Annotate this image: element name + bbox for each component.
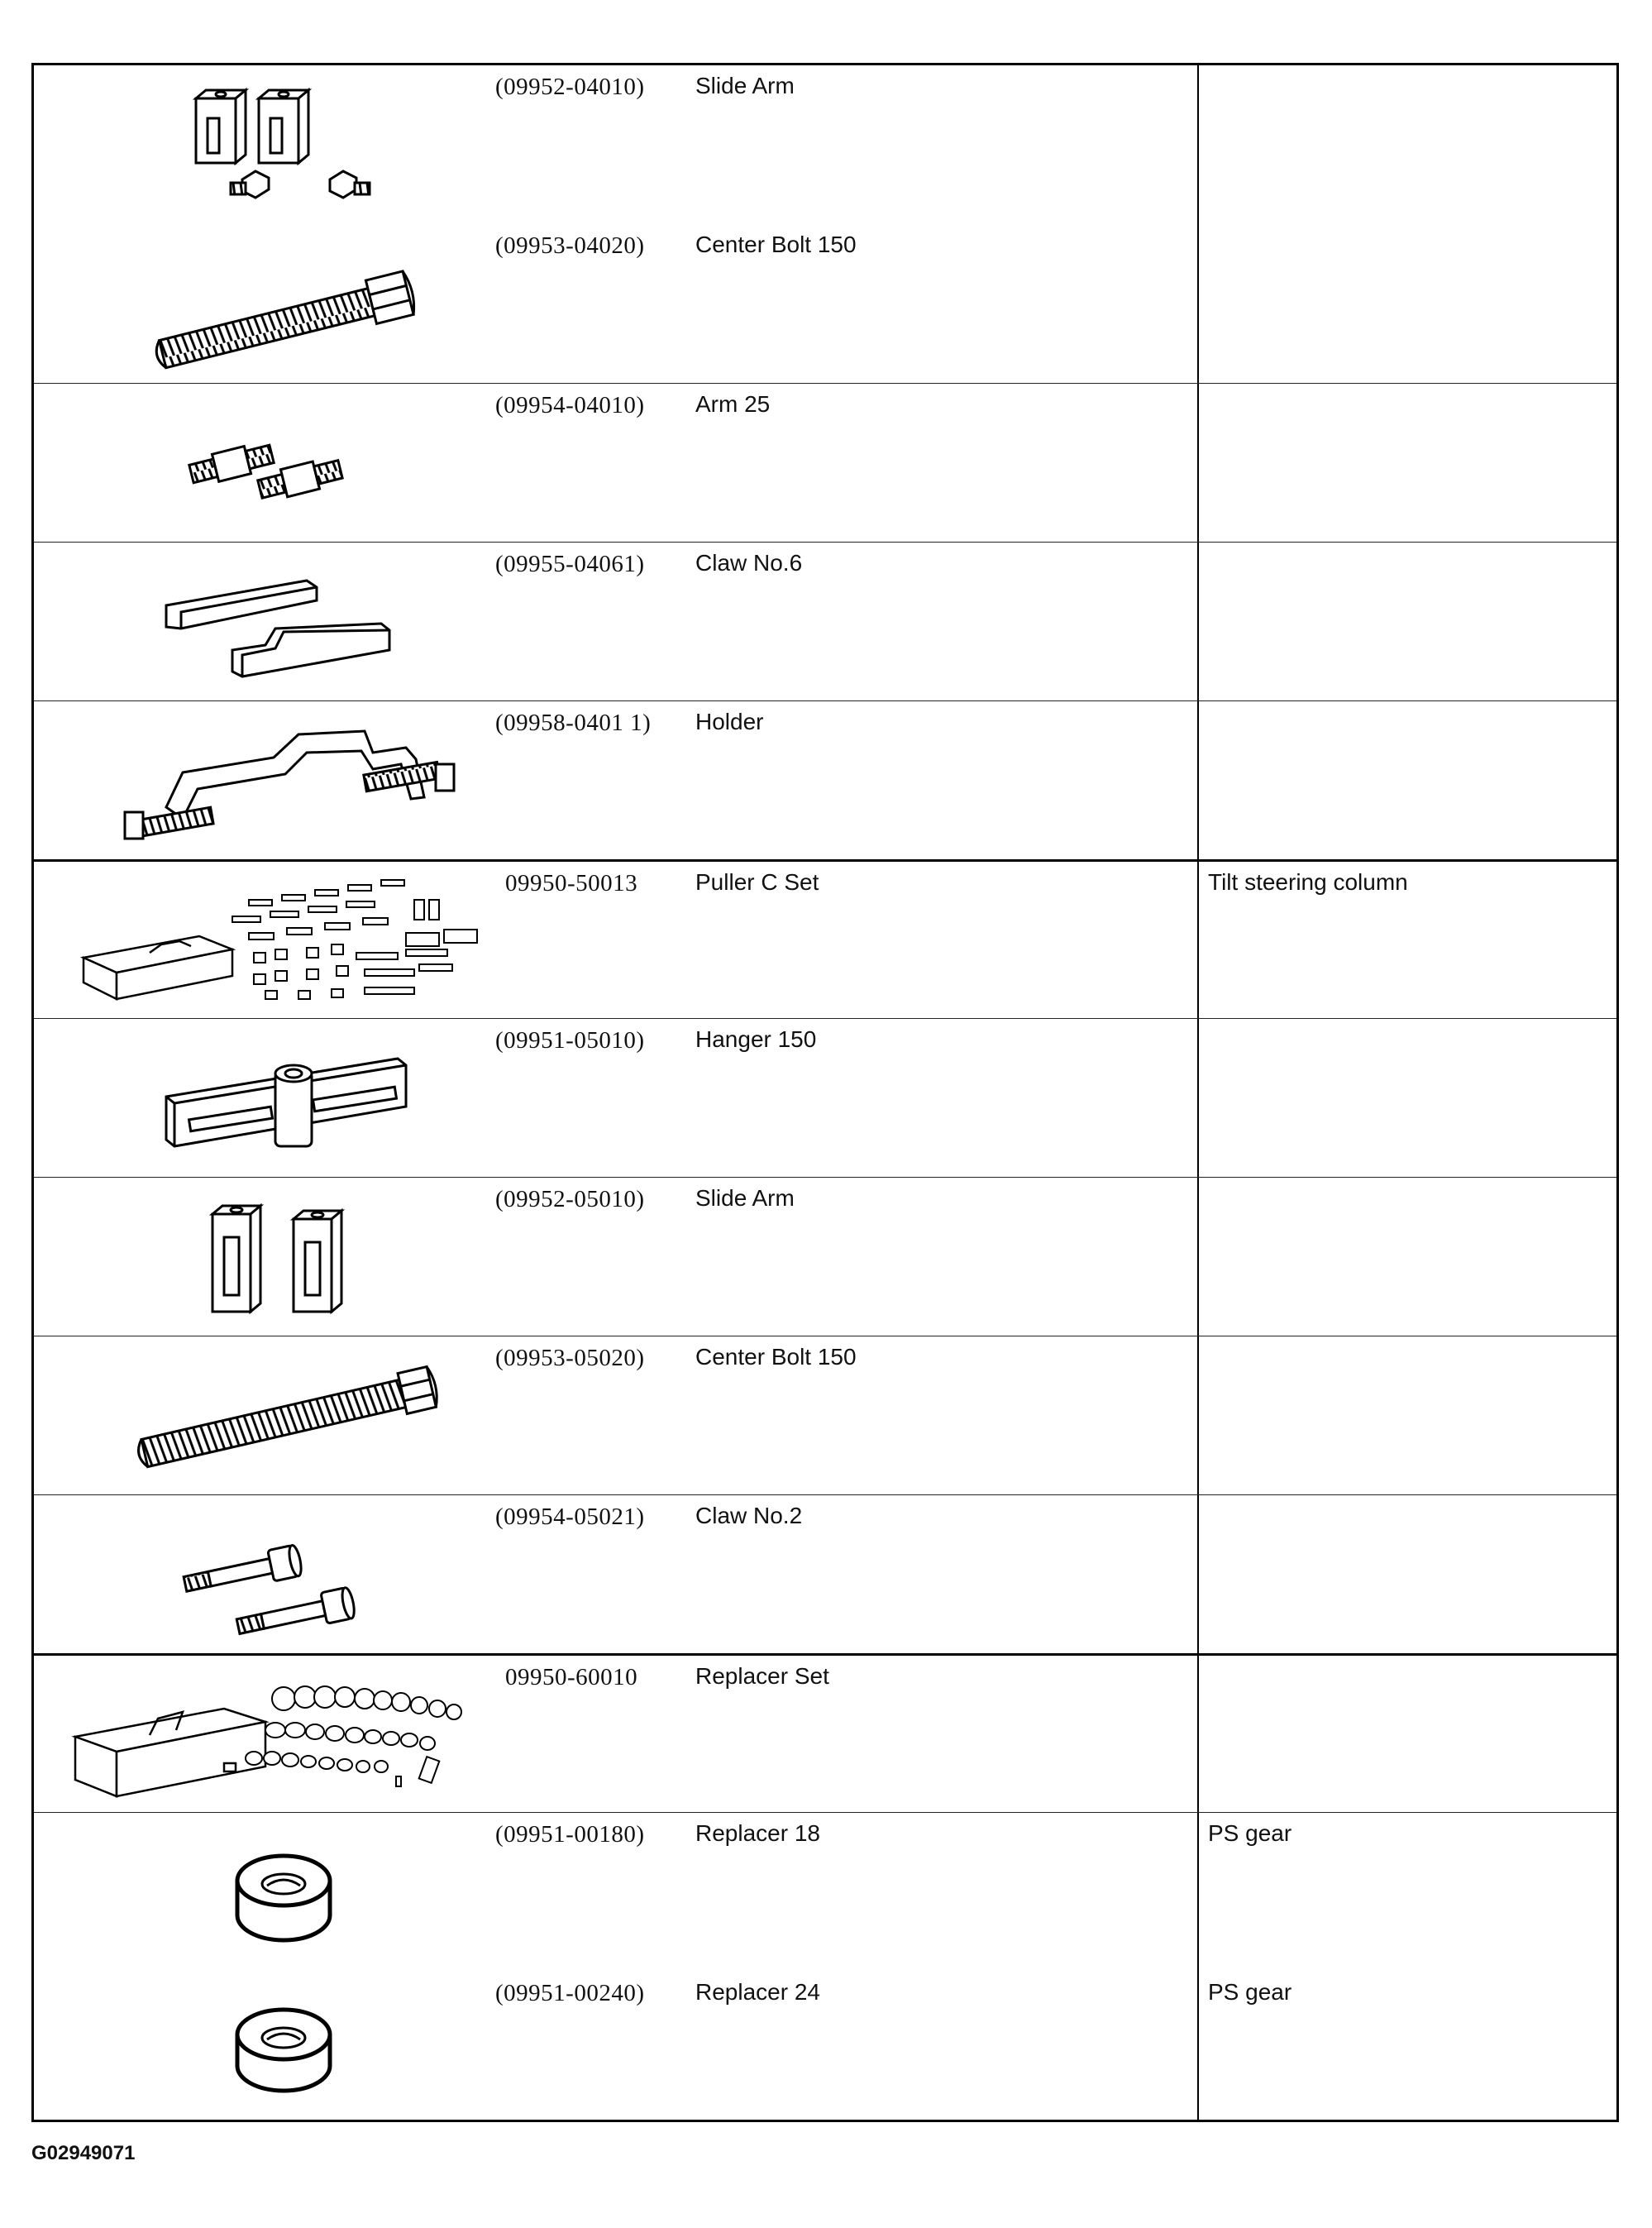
part-note: PS gear xyxy=(1208,1820,1292,1846)
tool-entry xyxy=(34,701,1197,860)
table-row xyxy=(34,1336,1616,1494)
part-code: 09950-50013 xyxy=(505,870,638,896)
replacer-set-case-icon xyxy=(59,1661,489,1810)
tool-entry xyxy=(34,384,1197,543)
hanger-icon xyxy=(59,1024,489,1173)
part-name: Replacer 24 xyxy=(695,1979,820,2005)
part-name: Claw No.6 xyxy=(695,550,803,576)
replacer-ring-icon xyxy=(59,1977,489,2125)
table-row xyxy=(34,1177,1616,1336)
puller-set-case-icon xyxy=(59,867,489,1016)
part-code: (09954-04010) xyxy=(495,392,645,418)
table-row xyxy=(34,65,1616,383)
table-row xyxy=(34,542,1616,700)
tool-entry xyxy=(34,1656,1197,1814)
table-row xyxy=(34,383,1616,542)
slide-arm-pair-icon xyxy=(59,1183,489,1332)
part-code: (09952-04010) xyxy=(495,74,645,100)
arm-pair-icon xyxy=(59,389,489,538)
table-row xyxy=(34,700,1616,859)
figure-id: G02949071 xyxy=(31,2142,136,2164)
table-row xyxy=(34,1494,1616,1653)
part-name: Replacer 18 xyxy=(695,1820,820,1846)
tool-entry xyxy=(34,1972,1292,2130)
claw-pair-icon xyxy=(59,547,489,696)
part-code: (09953-05020) xyxy=(495,1345,645,1371)
tool-entry xyxy=(34,543,1197,701)
part-code: (09958-0401 1) xyxy=(495,710,652,736)
claw-bolt-pair-icon xyxy=(59,1500,489,1649)
part-code: (09951-00180) xyxy=(495,1821,645,1848)
part-code: (09952-05010) xyxy=(495,1186,645,1212)
center-bolt-long-icon xyxy=(59,1341,489,1490)
tool-entry xyxy=(34,1495,1197,1654)
tool-entry xyxy=(34,1178,1197,1336)
tool-entry xyxy=(34,1336,1197,1495)
table-row xyxy=(34,1018,1616,1177)
part-name: Replacer Set xyxy=(695,1663,829,1689)
part-name: Arm 25 xyxy=(695,391,771,417)
table-row xyxy=(34,859,1616,1018)
tool-entry xyxy=(34,1019,1197,1178)
part-code: (09951-05010) xyxy=(495,1027,645,1054)
part-name: Center Bolt 150 xyxy=(695,1344,857,1370)
part-name: Slide Arm xyxy=(695,73,795,98)
part-code: (09955-04061) xyxy=(495,551,645,577)
center-bolt-icon xyxy=(59,229,489,378)
part-name: Holder xyxy=(695,709,764,734)
part-code: (09953-04020) xyxy=(495,232,645,259)
part-name: Puller C Set xyxy=(695,869,819,895)
tool-entry xyxy=(34,862,1408,1021)
part-name: Center Bolt 150 xyxy=(695,232,857,257)
part-code: 09950-60010 xyxy=(505,1664,638,1690)
tool-entry xyxy=(34,1813,1292,1972)
part-note: PS gear xyxy=(1208,1979,1292,2005)
tool-entry xyxy=(34,224,1197,383)
replacer-ring-icon xyxy=(59,1818,489,1967)
table-row xyxy=(34,1812,1616,2122)
special-tools-table xyxy=(31,63,1619,2122)
part-note: Tilt steering column xyxy=(1208,869,1408,895)
part-name: Claw No.2 xyxy=(695,1503,803,1528)
part-name: Slide Arm xyxy=(695,1185,795,1211)
tool-entry xyxy=(34,65,1197,224)
part-code: (09951-00240) xyxy=(495,1980,645,2006)
table-row xyxy=(34,1653,1616,1812)
part-code: (09954-05021) xyxy=(495,1504,645,1530)
holder-icon xyxy=(59,706,489,855)
slide-arm-pair-with-bolts-icon xyxy=(59,70,489,219)
part-name: Hanger 150 xyxy=(695,1026,817,1052)
